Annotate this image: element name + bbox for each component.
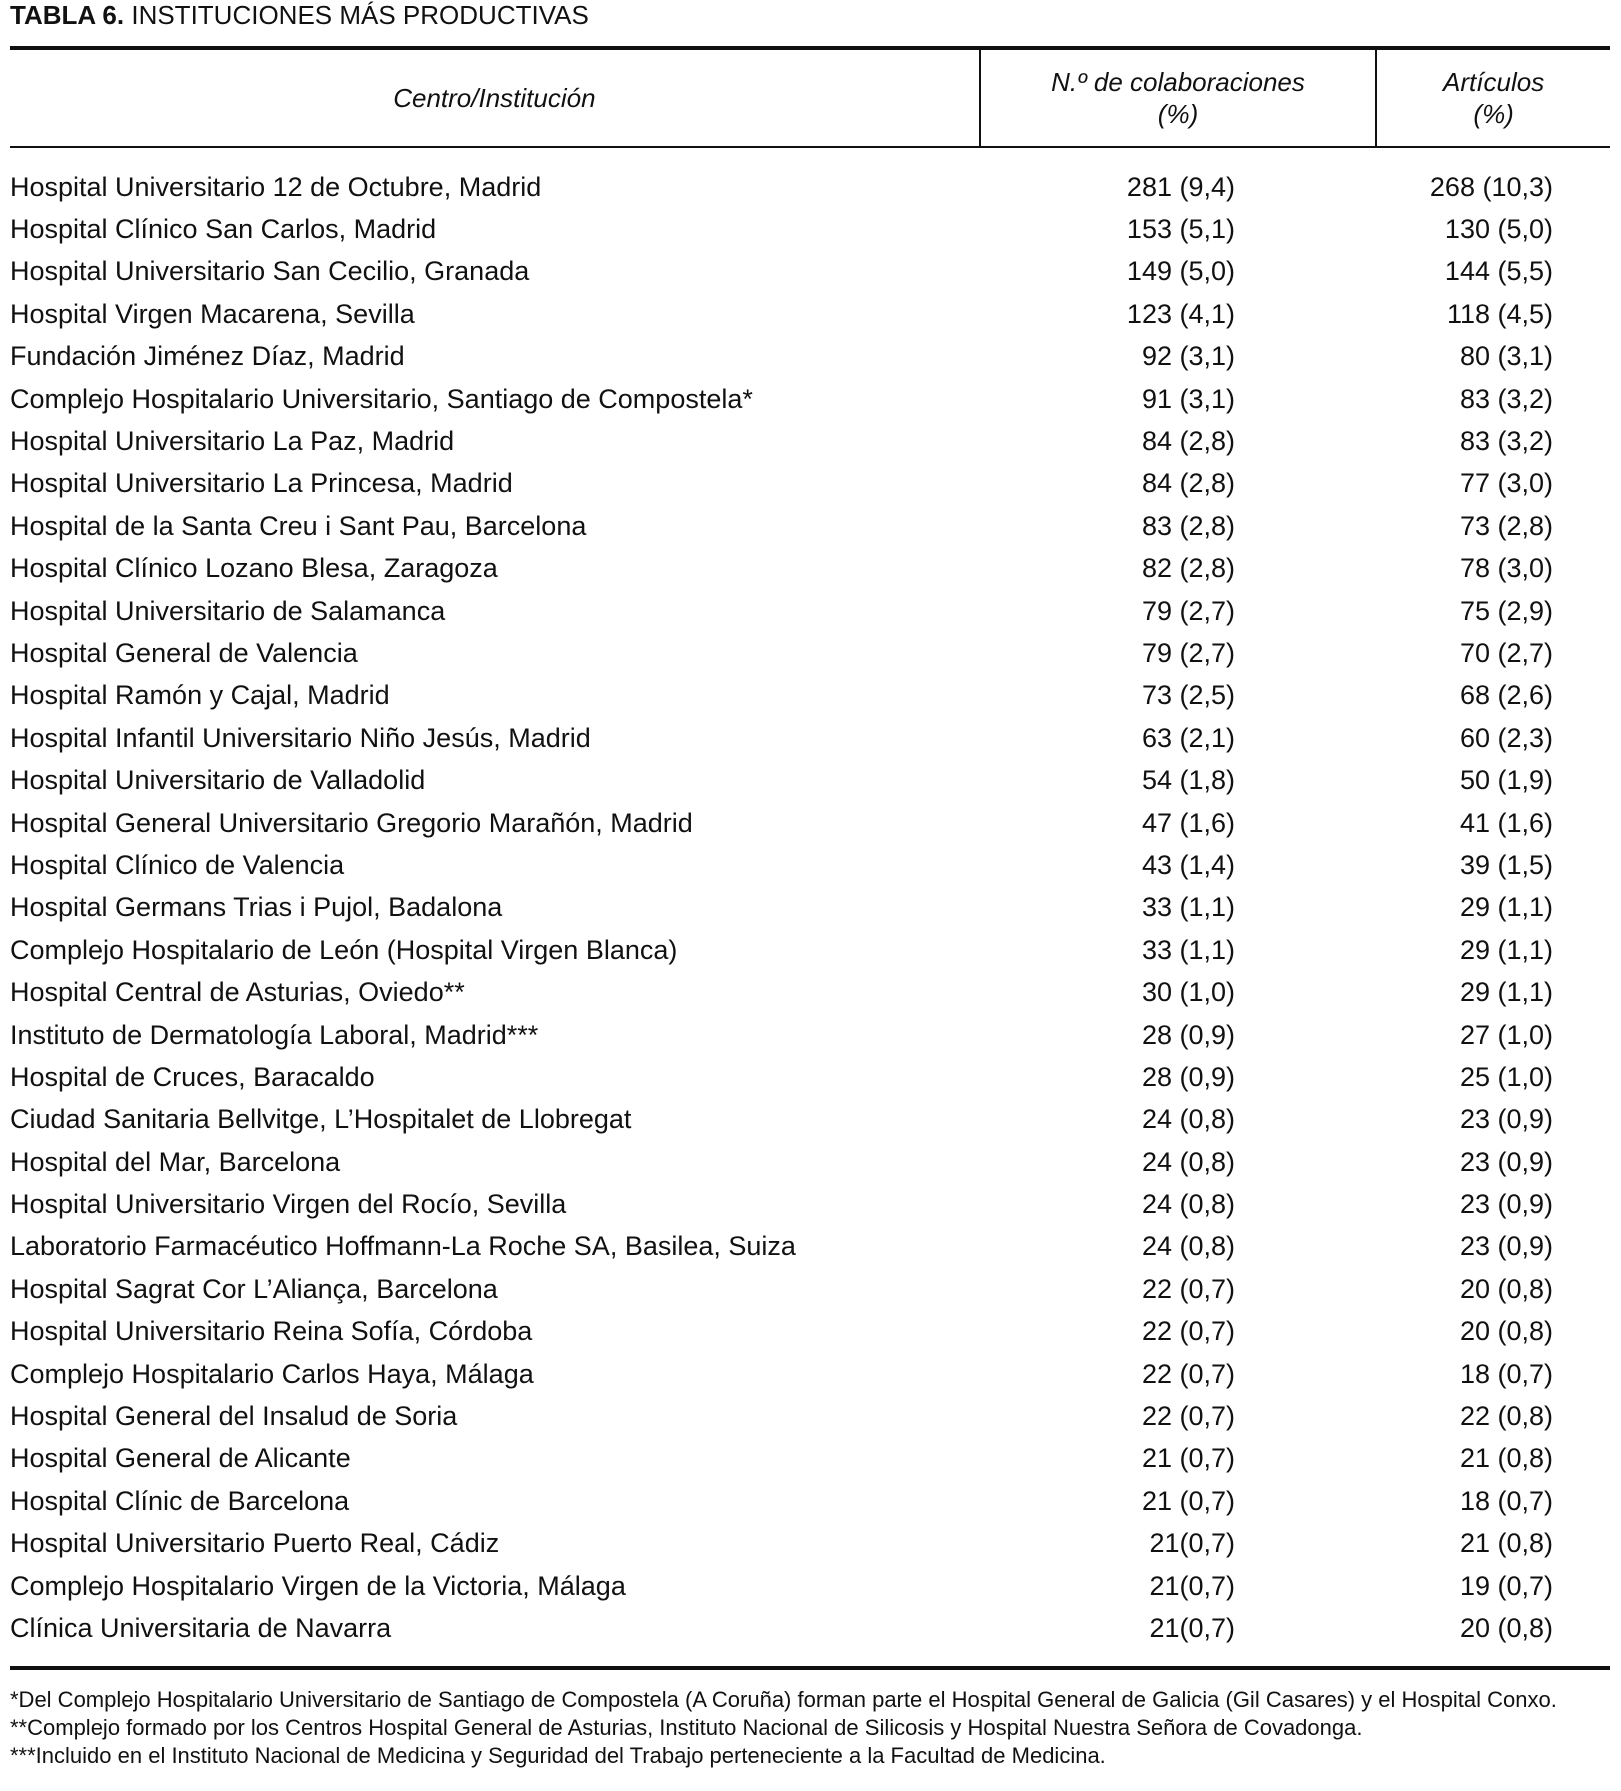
cell-collaborations: 24 (0,8): [1141, 1146, 1235, 1177]
table-title: [10, 0, 1610, 38]
table-row: [10, 251, 1610, 293]
cell-articles: 19 (0,7): [1459, 1570, 1553, 1601]
cell-institution: Hospital Central de Asturias, Oviedo**: [10, 977, 465, 1008]
cell-collaborations: 28 (0,9): [1141, 1019, 1235, 1050]
cell-articles: 75 (2,9): [1459, 595, 1553, 626]
cell-articles: 20 (0,8): [1459, 1273, 1553, 1304]
table-row: [10, 1353, 1610, 1395]
cell-collaborations: 73 (2,5): [1141, 680, 1235, 711]
cell-institution: Hospital de Cruces, Baracaldo: [10, 1061, 375, 1092]
header-articles-unit: (%): [1473, 99, 1514, 129]
cell-articles: 29 (1,1): [1459, 934, 1553, 965]
cell-collaborations: 281 (9,4): [1126, 171, 1235, 202]
cell-institution: Hospital General de Valencia: [10, 637, 358, 668]
cell-articles: 68 (2,6): [1459, 680, 1553, 711]
cell-institution: Hospital Universitario de Salamanca: [10, 595, 446, 626]
table-title-text: INSTITUCIONES MÁS PRODUCTIVAS: [131, 0, 589, 30]
cell-collaborations: 21(0,7): [1149, 1528, 1235, 1559]
cell-articles: 18 (0,7): [1459, 1358, 1553, 1389]
table-page: [10, 0, 1610, 1770]
cell-articles: 80 (3,1): [1459, 341, 1553, 372]
cell-institution: Laboratorio Farmacéutico Hoffmann-La Roche SA, Basilea, Suiza: [10, 1231, 796, 1262]
cell-collaborations: 21(0,7): [1149, 1570, 1235, 1601]
cell-articles: 29 (1,1): [1459, 977, 1553, 1008]
table-row: [10, 505, 1610, 547]
cell-articles: 83 (3,2): [1459, 383, 1553, 414]
cell-institution: Instituto de Dermatología Laboral, Madrid***: [10, 1019, 539, 1050]
cell-institution: Hospital Universitario Reina Sofía, Córdoba: [10, 1316, 533, 1347]
cell-collaborations: 21 (0,7): [1141, 1485, 1235, 1516]
cell-collaborations: 24 (0,8): [1141, 1104, 1235, 1135]
cell-collaborations: 54 (1,8): [1141, 765, 1235, 796]
table-row: [10, 1607, 1610, 1649]
cell-articles: 20 (0,8): [1459, 1316, 1553, 1347]
table-row: [10, 1565, 1610, 1607]
cell-articles: 27 (1,0): [1459, 1019, 1553, 1050]
cell-collaborations: 28 (0,9): [1141, 1061, 1235, 1092]
table-row: [10, 166, 1610, 208]
table-row: [10, 420, 1610, 462]
table-row: [10, 463, 1610, 505]
table-body: [10, 148, 1610, 1666]
header-collaborations-label: N.º de colaboraciones: [1051, 67, 1305, 97]
cell-institution: Hospital General Universitario Gregorio Marañón, Madrid: [10, 807, 693, 838]
cell-institution: Hospital de la Santa Creu i Sant Pau, Barcelona: [10, 510, 587, 541]
cell-articles: 20 (0,8): [1459, 1612, 1553, 1643]
cell-collaborations: 22 (0,7): [1141, 1358, 1235, 1389]
cell-institution: Hospital Universitario Puerto Real, Cádiz: [10, 1528, 500, 1559]
table-row: [10, 929, 1610, 971]
cell-collaborations: 79 (2,7): [1141, 637, 1235, 668]
cell-collaborations: 24 (0,8): [1141, 1231, 1235, 1262]
cell-institution: Hospital Infantil Universitario Niño Jesús, Madrid: [10, 722, 591, 753]
cell-institution: Ciudad Sanitaria Bellvitge, L’Hospitalet de Llobregat: [10, 1104, 632, 1135]
cell-collaborations: 33 (1,1): [1141, 892, 1235, 923]
cell-collaborations: 21 (0,7): [1141, 1443, 1235, 1474]
cell-institution: Hospital del Mar, Barcelona: [10, 1146, 341, 1177]
cell-collaborations: 63 (2,1): [1141, 722, 1235, 753]
table-row: [10, 590, 1610, 632]
table-row: [10, 1395, 1610, 1437]
cell-articles: 23 (0,9): [1459, 1231, 1553, 1262]
table-row: [10, 378, 1610, 420]
table-row: [10, 1141, 1610, 1183]
cell-articles: 39 (1,5): [1459, 849, 1553, 880]
cell-articles: 268 (10,3): [1429, 171, 1553, 202]
cell-articles: 18 (0,7): [1459, 1485, 1553, 1516]
footnote: ***Incluido en el Instituto Nacional de Medicina y Seguridad del Trabajo perteneciente a la Facultad de Medicina.: [10, 1742, 1106, 1768]
table-header: [10, 50, 1610, 146]
cell-institution: Hospital Universitario La Paz, Madrid: [10, 426, 455, 457]
cell-collaborations: 22 (0,7): [1141, 1316, 1235, 1347]
table-row: [10, 632, 1610, 674]
cell-institution: Complejo Hospitalario de León (Hospital Virgen Blanca): [10, 934, 678, 965]
cell-institution: Hospital Clínic de Barcelona: [10, 1485, 350, 1516]
table-row: [10, 1480, 1610, 1522]
table-row: [10, 1523, 1610, 1565]
cell-collaborations: 21(0,7): [1149, 1612, 1235, 1643]
cell-articles: 29 (1,1): [1459, 892, 1553, 923]
cell-collaborations: 47 (1,6): [1141, 807, 1235, 838]
cell-collaborations: 30 (1,0): [1141, 977, 1235, 1008]
table-row: [10, 336, 1610, 378]
footnote: **Complejo formado por los Centros Hospital General de Asturias, Instituto Nacional de Silicosis y Hospital Nuestra Señora de Covadonga.: [10, 1714, 1363, 1740]
cell-articles: 83 (3,2): [1459, 426, 1553, 457]
header-institution-label: Centro/Institución: [393, 83, 596, 113]
cell-articles: 21 (0,8): [1459, 1528, 1553, 1559]
table-row: [10, 1268, 1610, 1310]
cell-articles: 70 (2,7): [1459, 637, 1553, 668]
footnote: *Del Complejo Hospitalario Universitario de Santiago de Compostela (A Coruña) forman parte el Hospital General de Galicia (Gil Casares) y el Hospital Conxo.: [10, 1686, 1557, 1712]
cell-institution: Hospital Germans Trias i Pujol, Badalona: [10, 892, 503, 923]
cell-institution: Hospital Virgen Macarena, Sevilla: [10, 298, 415, 329]
table-row: [10, 971, 1610, 1013]
cell-articles: 23 (0,9): [1459, 1189, 1553, 1220]
cell-articles: 41 (1,6): [1459, 807, 1553, 838]
cell-collaborations: 84 (2,8): [1141, 468, 1235, 499]
table-row: [10, 208, 1610, 250]
cell-institution: Complejo Hospitalario Carlos Haya, Málaga: [10, 1358, 534, 1389]
table-row: [10, 717, 1610, 759]
cell-collaborations: 33 (1,1): [1141, 934, 1235, 965]
cell-articles: 60 (2,3): [1459, 722, 1553, 753]
table-row: [10, 548, 1610, 590]
cell-articles: 50 (1,9): [1459, 765, 1553, 796]
cell-articles: 73 (2,8): [1459, 510, 1553, 541]
table-row: [10, 1438, 1610, 1480]
cell-collaborations: 24 (0,8): [1141, 1189, 1235, 1220]
cell-articles: 22 (0,8): [1459, 1401, 1553, 1432]
cell-articles: 23 (0,9): [1459, 1104, 1553, 1135]
cell-articles: 25 (1,0): [1459, 1061, 1553, 1092]
cell-collaborations: 83 (2,8): [1141, 510, 1235, 541]
cell-collaborations: 153 (5,1): [1126, 214, 1235, 245]
table-row: [10, 1226, 1610, 1268]
cell-institution: Hospital Universitario La Princesa, Madrid: [10, 468, 513, 499]
cell-institution: Hospital Sagrat Cor L’Aliança, Barcelona: [10, 1273, 498, 1304]
table-row: [10, 1183, 1610, 1225]
cell-institution: Hospital Universitario 12 de Octubre, Madrid: [10, 171, 542, 202]
cell-articles: 78 (3,0): [1459, 553, 1553, 584]
cell-articles: 118 (4,5): [1446, 298, 1553, 329]
cell-institution: Hospital Clínico Lozano Blesa, Zaragoza: [10, 553, 498, 584]
table-row: [10, 759, 1610, 801]
header-institution: [10, 50, 981, 146]
footnotes: [10, 1670, 1610, 1770]
table-row: [10, 844, 1610, 886]
cell-articles: 77 (3,0): [1459, 468, 1553, 499]
cell-institution: Complejo Hospitalario Universitario, Santiago de Compostela*: [10, 383, 753, 414]
table-row: [10, 802, 1610, 844]
table-row: [10, 1014, 1610, 1056]
cell-articles: 23 (0,9): [1459, 1146, 1553, 1177]
header-articles: [1377, 50, 1610, 146]
table-row: [10, 675, 1610, 717]
cell-collaborations: 22 (0,7): [1141, 1273, 1235, 1304]
table-row: [10, 1311, 1610, 1353]
cell-collaborations: 91 (3,1): [1141, 383, 1235, 414]
cell-institution: Clínica Universitaria de Navarra: [10, 1612, 392, 1643]
table-row: [10, 887, 1610, 929]
table-row: [10, 293, 1610, 335]
cell-collaborations: 123 (4,1): [1126, 298, 1235, 329]
cell-collaborations: 43 (1,4): [1141, 849, 1235, 880]
cell-institution: Complejo Hospitalario Virgen de la Victoria, Málaga: [10, 1570, 626, 1601]
cell-institution: Hospital General del Insalud de Soria: [10, 1401, 458, 1432]
cell-institution: Fundación Jiménez Díaz, Madrid: [10, 341, 405, 372]
table-row: [10, 1099, 1610, 1141]
cell-institution: Hospital Universitario de Valladolid: [10, 765, 426, 796]
cell-institution: Hospital General de Alicante: [10, 1443, 351, 1474]
cell-institution: Hospital Universitario San Cecilio, Granada: [10, 256, 530, 287]
header-collaborations: [981, 50, 1378, 146]
cell-institution: Hospital Clínico San Carlos, Madrid: [10, 214, 437, 245]
cell-collaborations: 79 (2,7): [1141, 595, 1235, 626]
cell-institution: Hospital Universitario Virgen del Rocío, Sevilla: [10, 1189, 567, 1220]
cell-articles: 21 (0,8): [1459, 1443, 1553, 1474]
cell-articles: 144 (5,5): [1444, 256, 1553, 287]
cell-institution: Hospital Clínico de Valencia: [10, 849, 345, 880]
header-collaborations-unit: (%): [1157, 99, 1199, 129]
table-title-number: TABLA 6.: [10, 0, 125, 30]
cell-collaborations: 84 (2,8): [1141, 426, 1235, 457]
cell-collaborations: 92 (3,1): [1141, 341, 1235, 372]
cell-collaborations: 82 (2,8): [1141, 553, 1235, 584]
header-articles-label: Artículos: [1443, 67, 1545, 97]
table-row: [10, 1056, 1610, 1098]
cell-institution: Hospital Ramón y Cajal, Madrid: [10, 680, 390, 711]
cell-collaborations: 149 (5,0): [1126, 256, 1235, 287]
cell-collaborations: 22 (0,7): [1141, 1401, 1235, 1432]
cell-articles: 130 (5,0): [1444, 214, 1553, 245]
